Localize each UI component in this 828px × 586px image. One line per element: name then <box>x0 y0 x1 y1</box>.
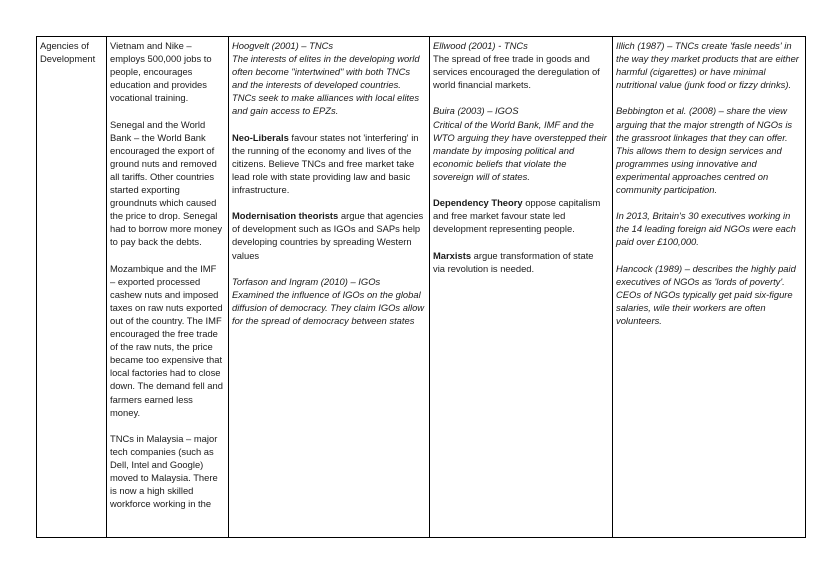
modernisation-text: argue that agencies of development such as IGOs and SAPs help developing countries by spreading Western values <box>232 210 424 261</box>
modernisation-term: Modernisation theorists <box>232 210 339 222</box>
evaluation-paragraph: Illich (1987) – TNCs create 'fasle needs' in the way they market products that are either harmful (cigarettes) or have minimal nutritional value (junk food or fizzy drinks). <box>616 40 799 91</box>
neoliberals-term: Neo-Liberals <box>232 131 289 143</box>
ellwood-citation: Ellwood (2001) - TNCs <box>433 40 528 51</box>
modernisation-paragraph <box>232 209 425 261</box>
torfason-text: Examined the influence of IGOs on the global diffusion of democracy. They claim IGOs allow for the spread of democracy between states <box>232 288 425 326</box>
buira-text: Critical of the World Bank, IMF and the WTO arguing they have overstepped their mandate by imposing political and economic beliefs that violate the sovereign will of states. <box>433 118 607 182</box>
dependency-text: oppose capitalism and free market favour state led development representing people. <box>433 197 601 235</box>
evaluation-cell <box>613 37 805 537</box>
dependency-term: Dependency Theory <box>433 197 523 209</box>
theories-cell-2 <box>430 37 613 537</box>
hoogvelt-citation: Hoogvelt (2001) – TNCs <box>232 40 334 51</box>
example-paragraph: Vietnam and Nike – employs 500,000 jobs to people, encourages education and provides vocational training. <box>110 40 212 104</box>
buira-citation: Buira (2003) – IGOS <box>433 105 519 117</box>
hoogvelt-text: The interests of elites in the developing world often become "intertwined" with both TNCs and the interests of developed countries. TNCs seek to make alliances with local elites and gain access to EPZs. <box>232 53 420 117</box>
ellwood-text: The spread of free trade in goods and services encouraged the deregulation of world financial markets. <box>433 53 600 91</box>
row-label-cell <box>37 37 107 537</box>
marxists-paragraph <box>433 249 608 275</box>
theories-cell-1 <box>229 37 430 537</box>
notes-table <box>36 36 806 538</box>
row-label: Agencies of Development <box>40 40 96 65</box>
marxists-text: argue transformation of state via revolution is needed. <box>433 249 594 274</box>
evaluation-paragraph: Bebbington et al. (2008) – share the view arguing that the major strength of NGOs is the grassroot linkages that they can offer. This allows them to design services and programmes using innovative and experimental approaches centred on community participation. <box>616 105 793 196</box>
example-paragraph: TNCs in Malaysia – major tech companies (such as Dell, Intel and Google) moved to Malaysia. There is now a high skilled workforce working in the <box>110 432 218 510</box>
evaluation-paragraph: In 2013, Britain's 30 executives working in the 14 leading foreign aid NGOs were each paid over £100,000. <box>616 210 796 248</box>
torfason-citation: Torfason and Ingram (2010) – IGOs <box>232 275 381 287</box>
example-paragraph: Mozambique and the IMF – exported processed cashew nuts and imposed taxes on raw nuts exported out of the country. The IMF encouraged the free trade of the raw nuts, the price became too expensive that local factories had to close down. The demand fell and farmers earned less money. <box>110 262 223 418</box>
dependency-paragraph <box>433 196 608 235</box>
evaluation-paragraph: Hancock (1989) – describes the highly paid executives of NGOs as 'lords of poverty'. CEOs of NGOs typically get paid six-figure salaries, wile their workers are often volunteers. <box>616 262 796 326</box>
marxists-term: Marxists <box>433 249 472 261</box>
examples-cell <box>107 37 229 537</box>
neoliberals-text: favour states not 'interfering' in the running of the economy and lives of the citizens. Believe TNCs and free market take lead role with state providing law and basic infrastructure. <box>232 131 419 196</box>
neoliberals-paragraph <box>232 131 425 196</box>
example-paragraph: Senegal and the World Bank – the World Bank encouraged the export of ground nuts and removed all tariffs. Other countries started exporting groundnuts which caused the price to drop. Senegal had to borrow more money to pay back the debts. <box>110 118 223 248</box>
